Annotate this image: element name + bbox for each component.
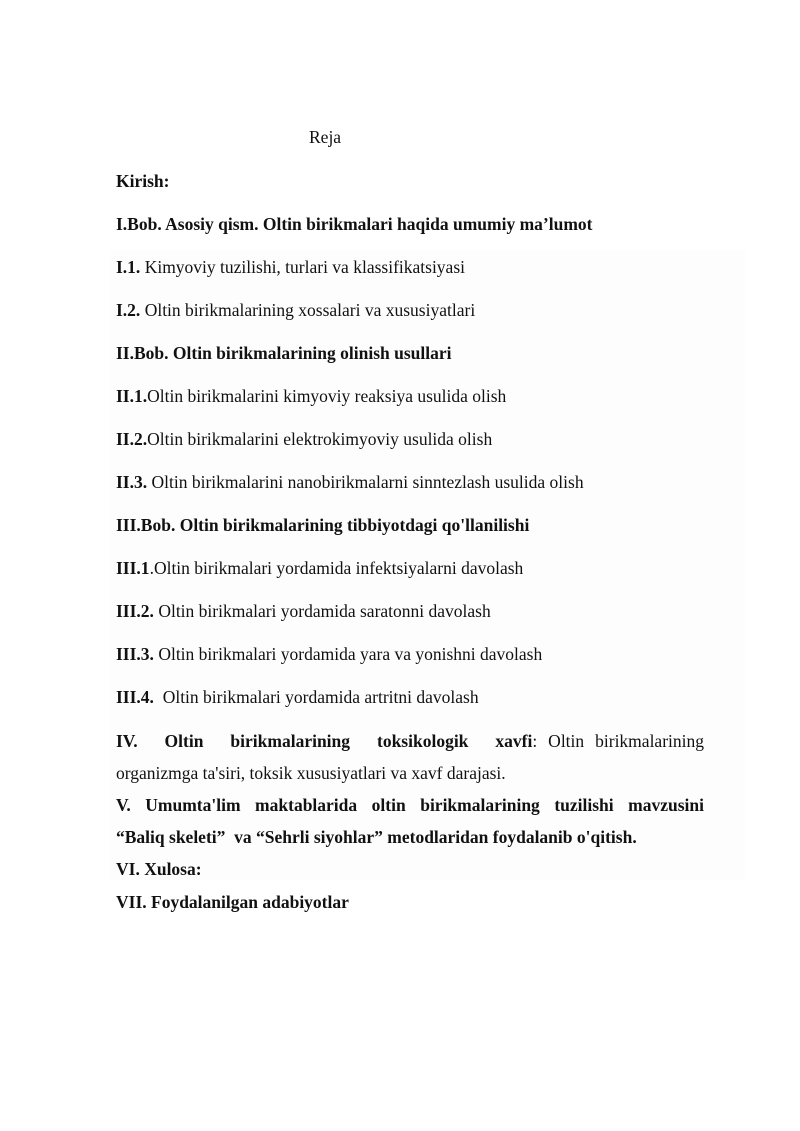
section-5-heading-cont: “Baliq skeleti” va “Sehrli siyohlar” metodlaridan foydalanib o'qitish. <box>116 827 637 847</box>
item-text: Oltin birikmalari yordamida yara va yonishni davolash <box>153 644 543 664</box>
item-number: I.1. <box>116 257 141 277</box>
item-number: III.2. <box>116 601 154 621</box>
item-text: Oltin birikmalari yordamida artritni davolash <box>153 687 479 707</box>
item-number: II.2. <box>116 429 148 449</box>
intro-heading <box>116 170 169 192</box>
section-7-heading <box>116 891 349 913</box>
item-text: Kimyoviy tuzilishi, turlari va klassifikatsiyasi <box>140 257 465 277</box>
item-3-1 <box>116 557 523 579</box>
chapter-label: II.Bob. Oltin birikmalarining olinish usullari <box>116 343 452 363</box>
item-3-4 <box>116 686 479 708</box>
item-1-2 <box>116 299 475 321</box>
intro-label: Kirish: <box>116 171 170 191</box>
section-7-label: VII. Foydalanilgan adabiyotlar <box>116 892 349 912</box>
chapter-3-heading <box>116 514 529 536</box>
item-text: .Oltin birikmalari yordamida infektsiyalarni davolash <box>149 558 524 578</box>
section-4-line-1 <box>116 730 704 752</box>
section-4-text: : Oltin birikmalarining <box>532 731 704 751</box>
section-5-line-1 <box>116 794 704 816</box>
item-number: III.3. <box>116 644 154 664</box>
item-2-1 <box>116 385 506 407</box>
section-5-heading: V. Umumta'lim maktablarida oltin birikmalarining tuzilishi mavzusini <box>116 795 704 815</box>
item-3-2 <box>116 600 491 622</box>
item-number: III.4. <box>116 687 154 707</box>
section-5-line-2 <box>116 826 637 848</box>
chapter-1-heading <box>116 213 592 235</box>
item-1-1 <box>116 256 465 278</box>
section-6-heading <box>116 858 202 880</box>
item-number: III.1 <box>116 558 150 578</box>
item-2-2 <box>116 428 492 450</box>
item-number: II.3. <box>116 472 148 492</box>
item-text: Oltin birikmalarining xossalari va xususiyatlari <box>140 300 476 320</box>
item-text: Oltin birikmalari yordamida saratonni davolash <box>153 601 491 621</box>
section-4-heading: IV. Oltin birikmalarining toksikologik xavfi <box>116 731 533 751</box>
chapter-2-heading <box>116 342 452 364</box>
item-2-3 <box>116 471 584 493</box>
section-4-line-2: organizmga ta'siri, toksik xususiyatlari va xavf darajasi. <box>116 763 506 783</box>
item-number: II.1. <box>116 386 148 406</box>
chapter-label: III.Bob. Oltin birikmalarining tibbiyotdagi qo'llanilishi <box>116 515 530 535</box>
item-3-3 <box>116 643 542 665</box>
page-title: Reja <box>309 127 342 147</box>
item-text: Oltin birikmalarini nanobirikmalarni sinntezlash usulida olish <box>147 472 584 492</box>
item-text: Oltin birikmalarini elektrokimyoviy usulida olish <box>147 429 493 449</box>
item-number: I.2. <box>116 300 141 320</box>
chapter-label: I.Bob. Asosiy qism. Oltin birikmalari haqida umumiy ma’lumot <box>116 214 593 234</box>
item-text: Oltin birikmalarini kimyoviy reaksiya usulida olish <box>147 386 507 406</box>
section-6-label: VI. Xulosa: <box>116 859 202 879</box>
